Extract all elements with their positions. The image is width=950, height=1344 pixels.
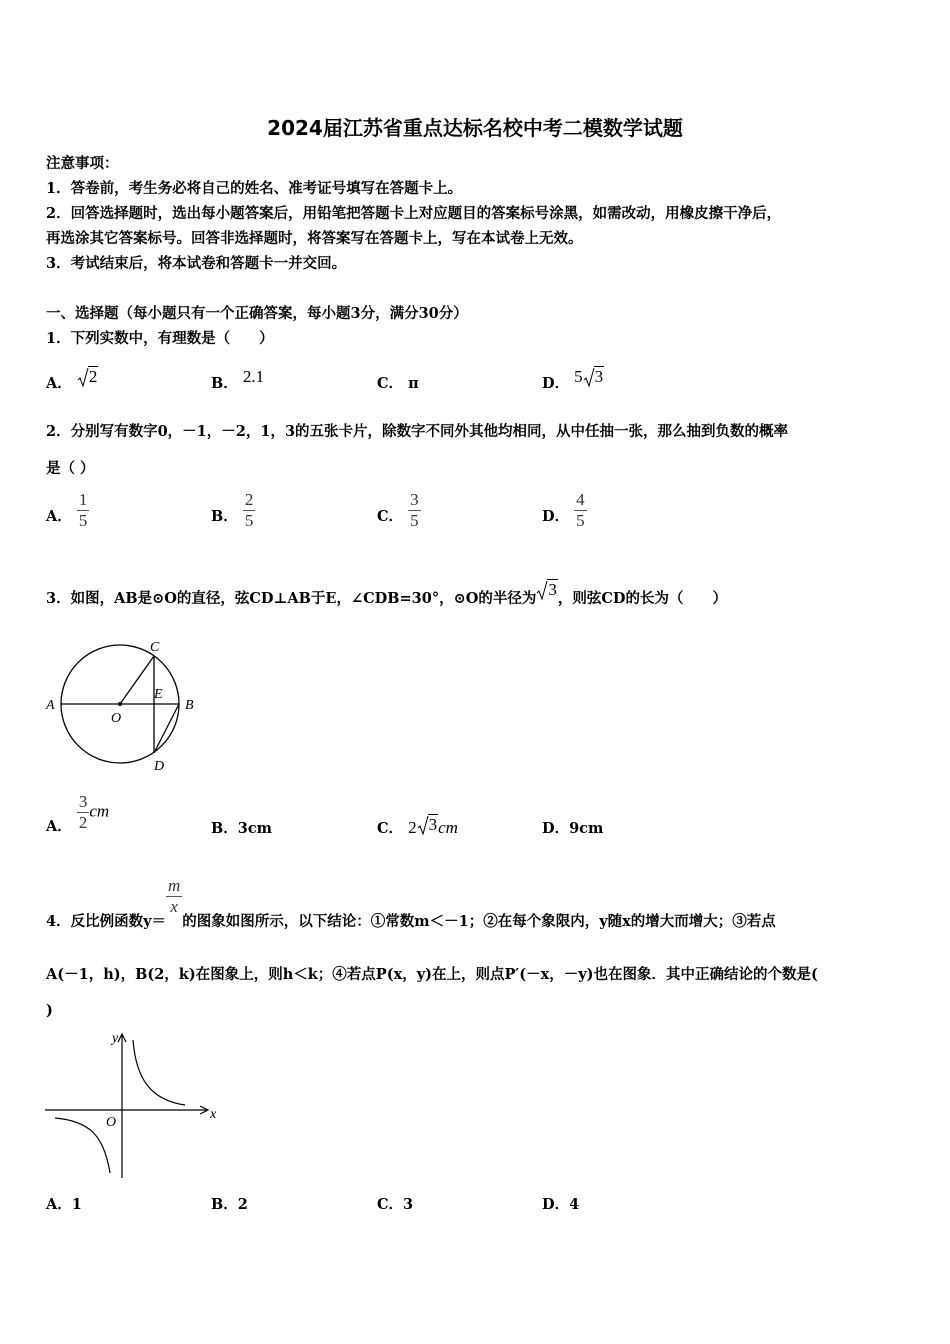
q3-option-c-coef: 2 <box>408 818 417 837</box>
q3-option-a-fraction <box>77 792 90 833</box>
q3-stem-radicand: 3 <box>548 580 557 599</box>
fraction-denominator: 5 <box>244 511 254 530</box>
axis-label-y: y <box>112 1031 119 1046</box>
fraction-denominator: x <box>170 897 178 916</box>
q2-stem-line-2: 是（ ） <box>46 460 95 477</box>
fraction-numerator: m <box>168 876 181 895</box>
center-point <box>118 702 122 706</box>
q4-stem-line-2: A(－1，h)，B(2，k)在图象上，则h＜k；④若点P(x，y)在上，则点P′(－x，－y)也在图象．其中正确结论的个数是( <box>46 966 818 983</box>
radius-oc <box>120 656 154 704</box>
q4-option-c: C．3 <box>377 1196 414 1213</box>
q2-option-d-fraction <box>574 490 587 531</box>
q1-option-a <box>46 367 98 393</box>
fraction-denominator: 5 <box>78 511 88 530</box>
q2-option-d-label: D． <box>542 507 570 525</box>
origin-label: O <box>106 1115 117 1130</box>
q2-option-c-fraction <box>408 490 421 531</box>
q4-stem-line-1 <box>46 876 776 930</box>
curve-third-quadrant <box>55 1118 110 1173</box>
q3-option-a-label: A． <box>46 817 72 835</box>
q1-option-b <box>211 367 265 393</box>
q1-option-a-label: A． <box>46 375 72 392</box>
q2-stem-line-1: 2．分别写有数字0，－1，－2，1，3的五张卡片，除数字不同外其他均相同，从中任抽一张，那么抽到负数的概率 <box>46 423 789 440</box>
q4-stem-pre: 4．反比例函数y＝ <box>46 912 167 930</box>
q3-option-a <box>46 792 109 833</box>
q2-option-a-fraction <box>77 490 90 531</box>
notice-heading: 注意事项： <box>46 155 119 172</box>
notice-line-3: 3．考试结束后，将本试卷和答题卡一并交回。 <box>46 255 347 272</box>
q2-option-c <box>377 490 421 531</box>
q4-option-a: A．1 <box>46 1196 82 1213</box>
q1-option-c <box>377 372 419 393</box>
fraction-denominator: 5 <box>410 511 419 530</box>
q3-option-c-radicand: 3 <box>428 815 438 834</box>
curve-first-quadrant <box>133 1040 185 1105</box>
q3-option-c-label: C． <box>377 820 404 837</box>
q4-stem-line-3: ) <box>46 1002 53 1019</box>
q2-option-a-label: A． <box>46 507 72 525</box>
q2-option-d <box>542 490 587 531</box>
q3-option-c-sqrt <box>417 815 439 835</box>
fraction-denominator: 5 <box>576 511 585 530</box>
q1-option-c-value: π <box>408 375 419 392</box>
q1-option-d-radicand: 3 <box>594 367 604 386</box>
q1-option-a-sqrt <box>77 367 99 387</box>
q1-option-d <box>542 367 604 393</box>
q2-option-b-fraction <box>243 490 256 531</box>
q1-stem: 1．下列实数中，有理数是（ ） <box>46 330 274 347</box>
q2-option-b <box>211 490 255 531</box>
label-b: B <box>185 698 194 713</box>
q1-option-d-coef: 5 <box>574 367 583 386</box>
fraction-numerator: 2 <box>244 490 254 509</box>
q1-option-b-value: 2.1 <box>242 367 265 386</box>
label-d: D <box>154 759 165 774</box>
q2-option-a <box>46 490 89 531</box>
q1-option-d-sqrt <box>583 367 605 387</box>
q1-option-a-radicand: 2 <box>88 367 98 386</box>
notice-line-1: 1．答卷前，考生务必将自己的姓名、准考证号填写在答题卡上。 <box>46 180 463 197</box>
label-e: E <box>154 687 163 702</box>
fraction-numerator: 1 <box>78 490 88 509</box>
q1-option-d-label: D． <box>542 375 570 392</box>
q3-stem-sqrt <box>536 580 558 600</box>
fraction-numerator: 4 <box>576 490 585 509</box>
label-a: A <box>46 698 55 713</box>
q3-stem <box>46 580 727 608</box>
q4-option-b: B．2 <box>211 1196 248 1213</box>
segment-db <box>154 704 179 753</box>
q3-option-a-unit: cm <box>89 801 110 821</box>
q4-stem-fraction <box>166 876 182 917</box>
q1-option-b-label: B． <box>211 375 238 392</box>
q3-option-c-unit: cm <box>438 818 458 837</box>
q2-option-c-label: C． <box>377 507 404 525</box>
q3-option-c <box>377 817 458 838</box>
page-title: 2024届江苏省重点达标名校中考二模数学试题 <box>267 116 683 140</box>
axis-label-x: x <box>210 1107 217 1122</box>
q3-circle-figure <box>40 632 210 777</box>
section-heading: 一、选择题（每小题只有一个正确答案，每小题3分，满分30分） <box>46 305 468 322</box>
q4-option-d: D．4 <box>542 1196 580 1213</box>
notice-line-2b: 再选涂其它答案标号。回答非选择题时，将答案写在答题卡上，写在本试卷上无效。 <box>46 230 583 247</box>
q2-option-b-label: B． <box>211 507 238 525</box>
q3-stem-post: ，则弦CD的长为（ ） <box>557 590 727 607</box>
fraction-numerator: 3 <box>410 490 419 509</box>
q3-option-d: D．9cm <box>542 820 604 837</box>
fraction-denominator: 2 <box>78 813 88 832</box>
q3-option-b: B．3cm <box>211 820 273 837</box>
q3-stem-pre: 3．如图，AB是⊙O的直径，弦CD⊥AB于E，∠CDB=30°，⊙O的半径为 <box>46 590 537 607</box>
q4-hyperbola-figure <box>40 1028 230 1188</box>
label-c: C <box>150 640 160 655</box>
q4-stem-post: 的图象如图所示，以下结论：①常数m＜－1；②在每个象限内，y随x的增大而增大；③若点 <box>182 912 776 930</box>
q1-option-c-label: C． <box>377 375 404 392</box>
notice-line-2a: 2．回答选择题时，选出每小题答案后，用铅笔把答题卡上对应题目的答案标号涂黑，如需改动，用橡皮擦干净后， <box>46 205 782 222</box>
label-o: O <box>111 711 122 726</box>
fraction-numerator: 3 <box>78 792 88 811</box>
